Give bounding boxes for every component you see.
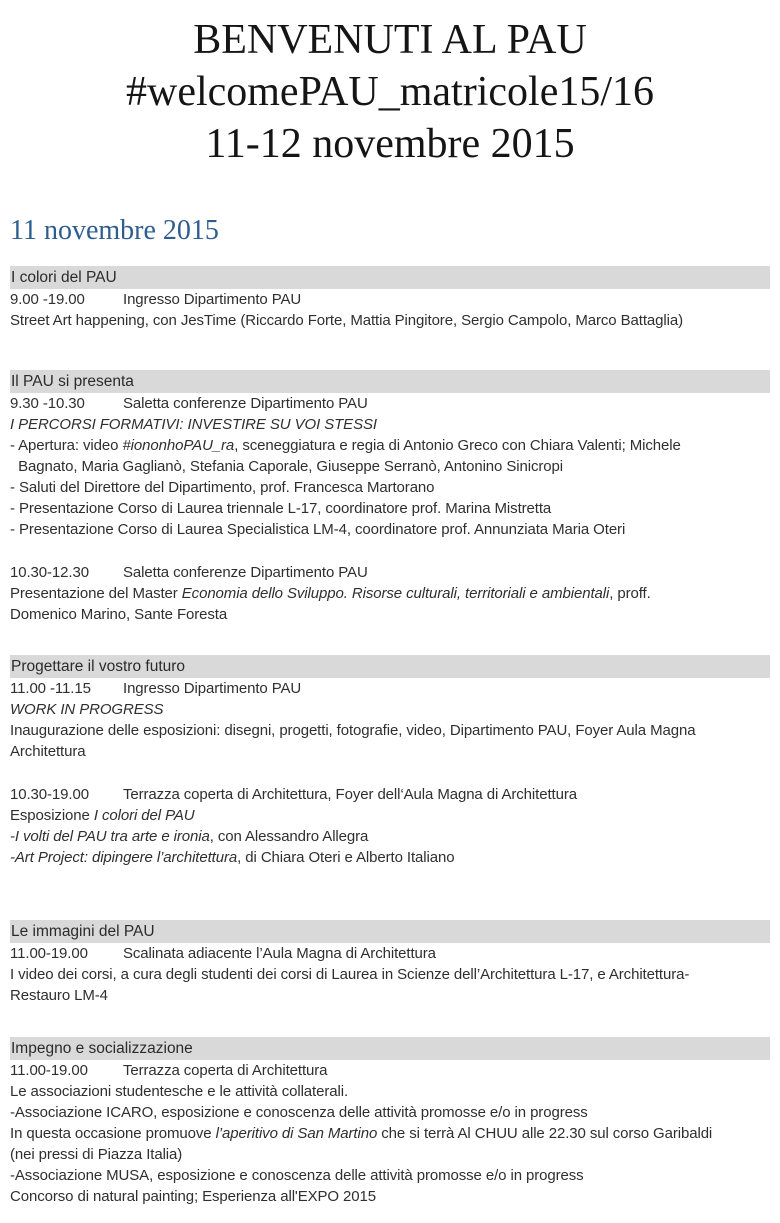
text-segment: Street Art happening, con JesTime (Riccardo Forte, Mattia Pingitore, Sergio Campolo, Marco Battaglia) bbox=[10, 312, 683, 329]
text-segment: Le associazioni studentesche e le attività collaterali. bbox=[10, 1083, 349, 1100]
event-time: 11.00 -11.15 bbox=[10, 680, 91, 697]
text-segment: Domenico Marino, Sante Foresta bbox=[10, 606, 228, 623]
text-segment: che si terrà Al CHUU alle 22.30 sul corso Garibaldi bbox=[377, 1125, 713, 1142]
event-entry bbox=[10, 393, 770, 540]
section-header: Il PAU si presenta bbox=[10, 370, 770, 393]
program-section bbox=[10, 920, 770, 1006]
event-description-line bbox=[10, 741, 770, 762]
text-segment: I video dei corsi, a cura degli studenti dei corsi di Laurea in Scienze dell’Architettura L-17, e Architettura- bbox=[10, 966, 690, 983]
event-entry bbox=[10, 678, 770, 762]
event-location: Terrazza coperta di Architettura bbox=[123, 1062, 328, 1079]
event-description-line bbox=[10, 310, 770, 331]
text-segment: - Apertura: video bbox=[10, 437, 123, 454]
event-description-line bbox=[10, 847, 770, 868]
section-header: Impegno e socializzazione bbox=[10, 1037, 770, 1060]
section-header: I colori del PAU bbox=[10, 266, 770, 289]
event-description-line bbox=[10, 699, 770, 720]
text-segment: Bagnato, Maria Gaglianò, Stefania Caporale, Giuseppe Serranò, Antonino Sinicropi bbox=[10, 458, 563, 475]
program-section bbox=[10, 1037, 770, 1207]
text-segment: - Presentazione Corso di Laurea triennale L-17, coordinatore prof. Marina Mistretta bbox=[10, 500, 552, 517]
program-sections bbox=[10, 266, 770, 1207]
title-line-1: BENVENUTI AL PAU bbox=[193, 17, 587, 63]
text-segment: Concorso di natural painting; Esperienza all'EXPO 2015 bbox=[10, 1188, 377, 1205]
text-segment: #iononhoPAU_ra bbox=[122, 437, 235, 454]
text-segment: l’aperitivo di San Martino bbox=[215, 1125, 378, 1142]
event-description-line bbox=[10, 964, 770, 985]
text-segment: Presentazione del Master bbox=[10, 585, 182, 602]
event-location: Terrazza coperta di Architettura, Foyer dell‘Aula Magna di Architettura bbox=[123, 786, 577, 803]
event-description-line bbox=[10, 826, 770, 847]
event-description-line bbox=[10, 498, 770, 519]
event-description-line bbox=[10, 477, 770, 498]
event-entry bbox=[10, 289, 770, 331]
event-time: 10.30-12.30 bbox=[10, 564, 89, 581]
text-segment: Inaugurazione delle esposizioni: disegni, progetti, fotografie, video, Dipartimento PAU, Foyer Aula Magna bbox=[10, 722, 696, 739]
event-description-line bbox=[10, 414, 770, 435]
text-segment: I colori del PAU bbox=[93, 807, 195, 824]
text-segment: - Saluti del Direttore del Dipartimento, prof. Francesca Martorano bbox=[10, 479, 435, 496]
event-time: 10.30-19.00 bbox=[10, 786, 89, 803]
event-time-location-row bbox=[10, 784, 770, 805]
event-description-line bbox=[10, 435, 770, 456]
text-segment: -Associazione ICARO, esposizione e conoscenza delle attività promosse e/o in progress bbox=[10, 1104, 588, 1121]
title-line-2: #welcomePAU_matricole15/16 bbox=[125, 69, 654, 115]
event-description-line bbox=[10, 1186, 770, 1207]
program-section bbox=[10, 370, 770, 625]
text-segment: Architettura bbox=[10, 743, 86, 760]
event-time: 11.00-19.00 bbox=[10, 1062, 88, 1079]
text-segment: Economia dello Sviluppo. Risorse culturali, territoriali e ambientali bbox=[181, 585, 610, 602]
text-segment: , proff. bbox=[609, 585, 651, 602]
text-segment: -I volti del PAU tra arte e ironia bbox=[10, 828, 210, 845]
title-line-3: 11-12 novembre 2015 bbox=[205, 121, 575, 167]
text-segment: -Art Project: dipingere l’architettura bbox=[10, 849, 238, 866]
date-heading: 11 novembre 2015 bbox=[10, 215, 219, 246]
text-segment: (nei pressi di Piazza Italia) bbox=[10, 1146, 183, 1163]
event-entry bbox=[10, 943, 770, 1006]
event-entry bbox=[10, 784, 770, 868]
text-segment: , sceneggiatura e regia di Antonio Greco con Chiara Valenti; Michele bbox=[234, 437, 681, 454]
event-time-location-row bbox=[10, 678, 770, 699]
event-time-location-row bbox=[10, 393, 770, 414]
text-segment: WORK IN PROGRESS bbox=[10, 701, 164, 718]
document-title bbox=[10, 14, 770, 170]
text-segment: In questa occasione promuove bbox=[10, 1125, 216, 1142]
event-time-location-row bbox=[10, 562, 770, 583]
section-header: Progettare il vostro futuro bbox=[10, 655, 770, 678]
text-segment: Restauro LM-4 bbox=[10, 987, 108, 1004]
text-segment: , con Alessandro Allegra bbox=[209, 828, 369, 845]
event-description-line bbox=[10, 1165, 770, 1186]
event-description-line bbox=[10, 805, 770, 826]
event-description-line bbox=[10, 519, 770, 540]
program-section bbox=[10, 655, 770, 868]
text-segment: -Associazione MUSA, esposizione e conoscenza delle attività promosse e/o in progress bbox=[10, 1167, 584, 1184]
program-section bbox=[10, 266, 770, 331]
event-time-location-row bbox=[10, 289, 770, 310]
event-description-line bbox=[10, 1123, 770, 1144]
text-segment: I PERCORSI FORMATIVI: INVESTIRE SU VOI STESSI bbox=[10, 416, 377, 433]
event-entry bbox=[10, 562, 770, 625]
text-segment: - Presentazione Corso di Laurea Specialistica LM-4, coordinatore prof. Annunziata Maria Oteri bbox=[10, 521, 626, 538]
event-time: 9.00 -19.00 bbox=[10, 291, 85, 308]
event-time: 11.00-19.00 bbox=[10, 945, 88, 962]
event-location: Ingresso Dipartimento PAU bbox=[123, 291, 302, 308]
event-description-line bbox=[10, 1102, 770, 1123]
event-description-line bbox=[10, 1144, 770, 1165]
event-time-location-row bbox=[10, 1060, 770, 1081]
event-entry bbox=[10, 1060, 770, 1207]
event-description-line bbox=[10, 583, 770, 604]
event-description-line bbox=[10, 604, 770, 625]
event-description-line bbox=[10, 1081, 770, 1102]
section-header: Le immagini del PAU bbox=[10, 920, 770, 943]
event-location: Ingresso Dipartimento PAU bbox=[123, 680, 302, 697]
event-location: Scalinata adiacente l’Aula Magna di Architettura bbox=[123, 945, 436, 962]
event-description-line bbox=[10, 720, 770, 741]
event-location: Saletta conferenze Dipartimento PAU bbox=[123, 395, 368, 412]
event-description-line bbox=[10, 456, 770, 477]
text-segment: Esposizione bbox=[10, 807, 94, 824]
event-description-line bbox=[10, 985, 770, 1006]
text-segment: , di Chiara Oteri e Alberto Italiano bbox=[237, 849, 455, 866]
event-location: Saletta conferenze Dipartimento PAU bbox=[123, 564, 368, 581]
event-time-location-row bbox=[10, 943, 770, 964]
event-time: 9.30 -10.30 bbox=[10, 395, 85, 412]
